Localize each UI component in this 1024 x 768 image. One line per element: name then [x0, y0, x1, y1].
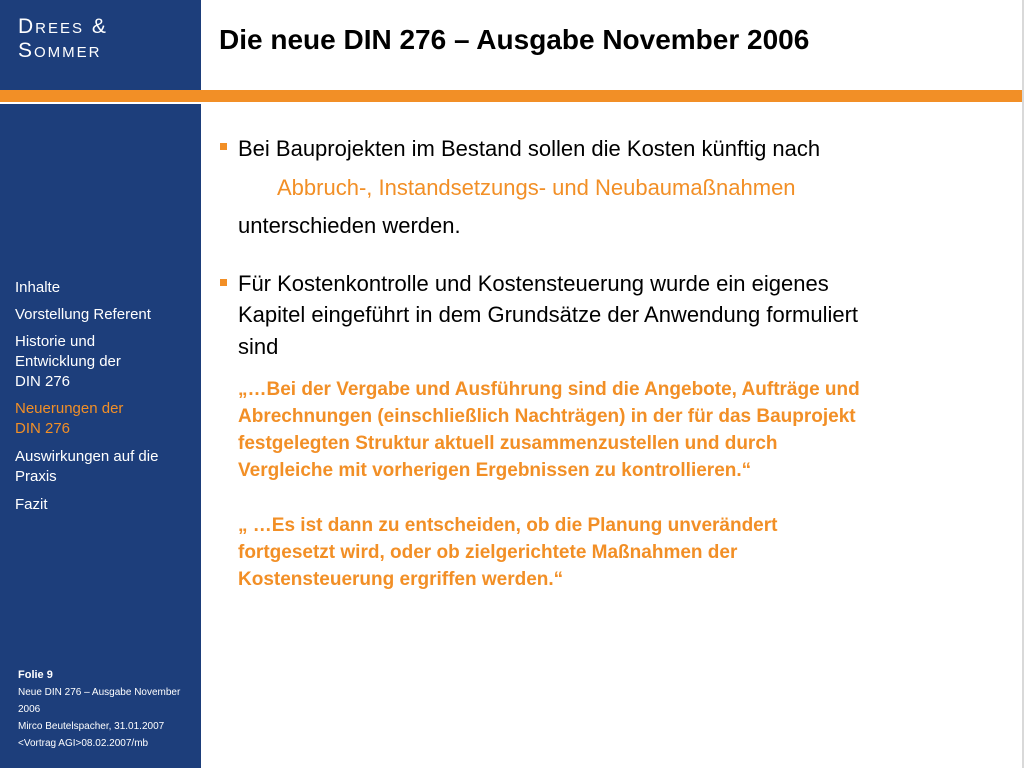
- slide-number: Folie 9: [18, 669, 53, 681]
- bullet-icon: [220, 279, 227, 286]
- bullet2-line1: Für Kostenkontrolle und Kostensteuerung wurde ein eigenes: [238, 271, 829, 296]
- header-divider-bar: [0, 90, 1024, 102]
- nav-item-neuerungen[interactable]: [15, 399, 195, 439]
- quote1-line4: Vergleiche mit vorherigen Ergebnissen zu kontrollieren.“: [238, 460, 752, 481]
- footer-line-2: Mirco Beutelspacher, 31.01.2007: [18, 721, 165, 732]
- footer-line-3: <Vortrag AGI>08.02.2007/mb: [18, 738, 149, 749]
- sidebar-nav: [15, 278, 195, 522]
- nav-item-auswirkungen[interactable]: [15, 447, 195, 487]
- nav-item-label: Auswirkungen auf die Praxis: [15, 448, 159, 485]
- bullet2-line3: sind: [238, 334, 279, 359]
- bullet1-line1: Bei Bauprojekten im Bestand sollen die Kosten künftig nach: [238, 136, 821, 161]
- slide-title: Die neue DIN 276 – Ausgabe November 2006: [219, 24, 810, 55]
- bullet1-highlight: Abbruch-, Instandsetzungs- und Neubaumaßnahmen: [277, 175, 796, 200]
- nav-item-vorstellung-referent[interactable]: [15, 305, 195, 324]
- nav-item-label: Historie und Entwicklung der DIN 276: [15, 333, 121, 390]
- slide-footer: [18, 667, 198, 752]
- nav-item-label: Vorstellung Referent: [15, 306, 151, 323]
- quote2-line2: fortgesetzt wird, oder ob zielgerichtete Maßnahmen der: [238, 542, 738, 563]
- quote-1: [238, 376, 998, 484]
- quote1-line1: „…Bei der Vergabe und Ausführung sind die Angebote, Aufträge und: [238, 379, 860, 400]
- nav-item-label: Neuerungen der DIN 276: [15, 400, 124, 437]
- logo-line-1: Drees &: [18, 15, 108, 38]
- quote2-line3: Kostensteuerung ergriffen werden.“: [238, 569, 564, 590]
- quote-2: [238, 512, 998, 593]
- quote1-line3: festgelegten Struktur aktuell zusammenzustellen und durch: [238, 433, 778, 454]
- bullet1-line3: unterschieden werden.: [238, 213, 461, 238]
- quote2-line1: „ …Es ist dann zu entscheiden, ob die Planung unverändert: [238, 515, 778, 536]
- logo: [18, 15, 188, 63]
- sidebar: [0, 0, 201, 768]
- logo-line-2: Sommer: [18, 39, 102, 62]
- nav-item-label: Fazit: [15, 496, 48, 513]
- bullet2-line2: Kapitel eingeführt in dem Grundsätze der Anwendung formuliert: [238, 302, 859, 327]
- nav-item-inhalte[interactable]: [15, 278, 195, 297]
- bullet-icon: [220, 143, 227, 150]
- nav-item-fazit[interactable]: [15, 495, 195, 514]
- footer-line-1: Neue DIN 276 – Ausgabe November 2006: [18, 687, 181, 715]
- sidebar-divider-line: [0, 102, 201, 104]
- nav-item-historie[interactable]: [15, 332, 195, 392]
- quote1-line2: Abrechnungen (einschließlich Nachträgen) in der für das Bauprojekt: [238, 406, 856, 427]
- nav-item-label: Inhalte: [15, 279, 61, 296]
